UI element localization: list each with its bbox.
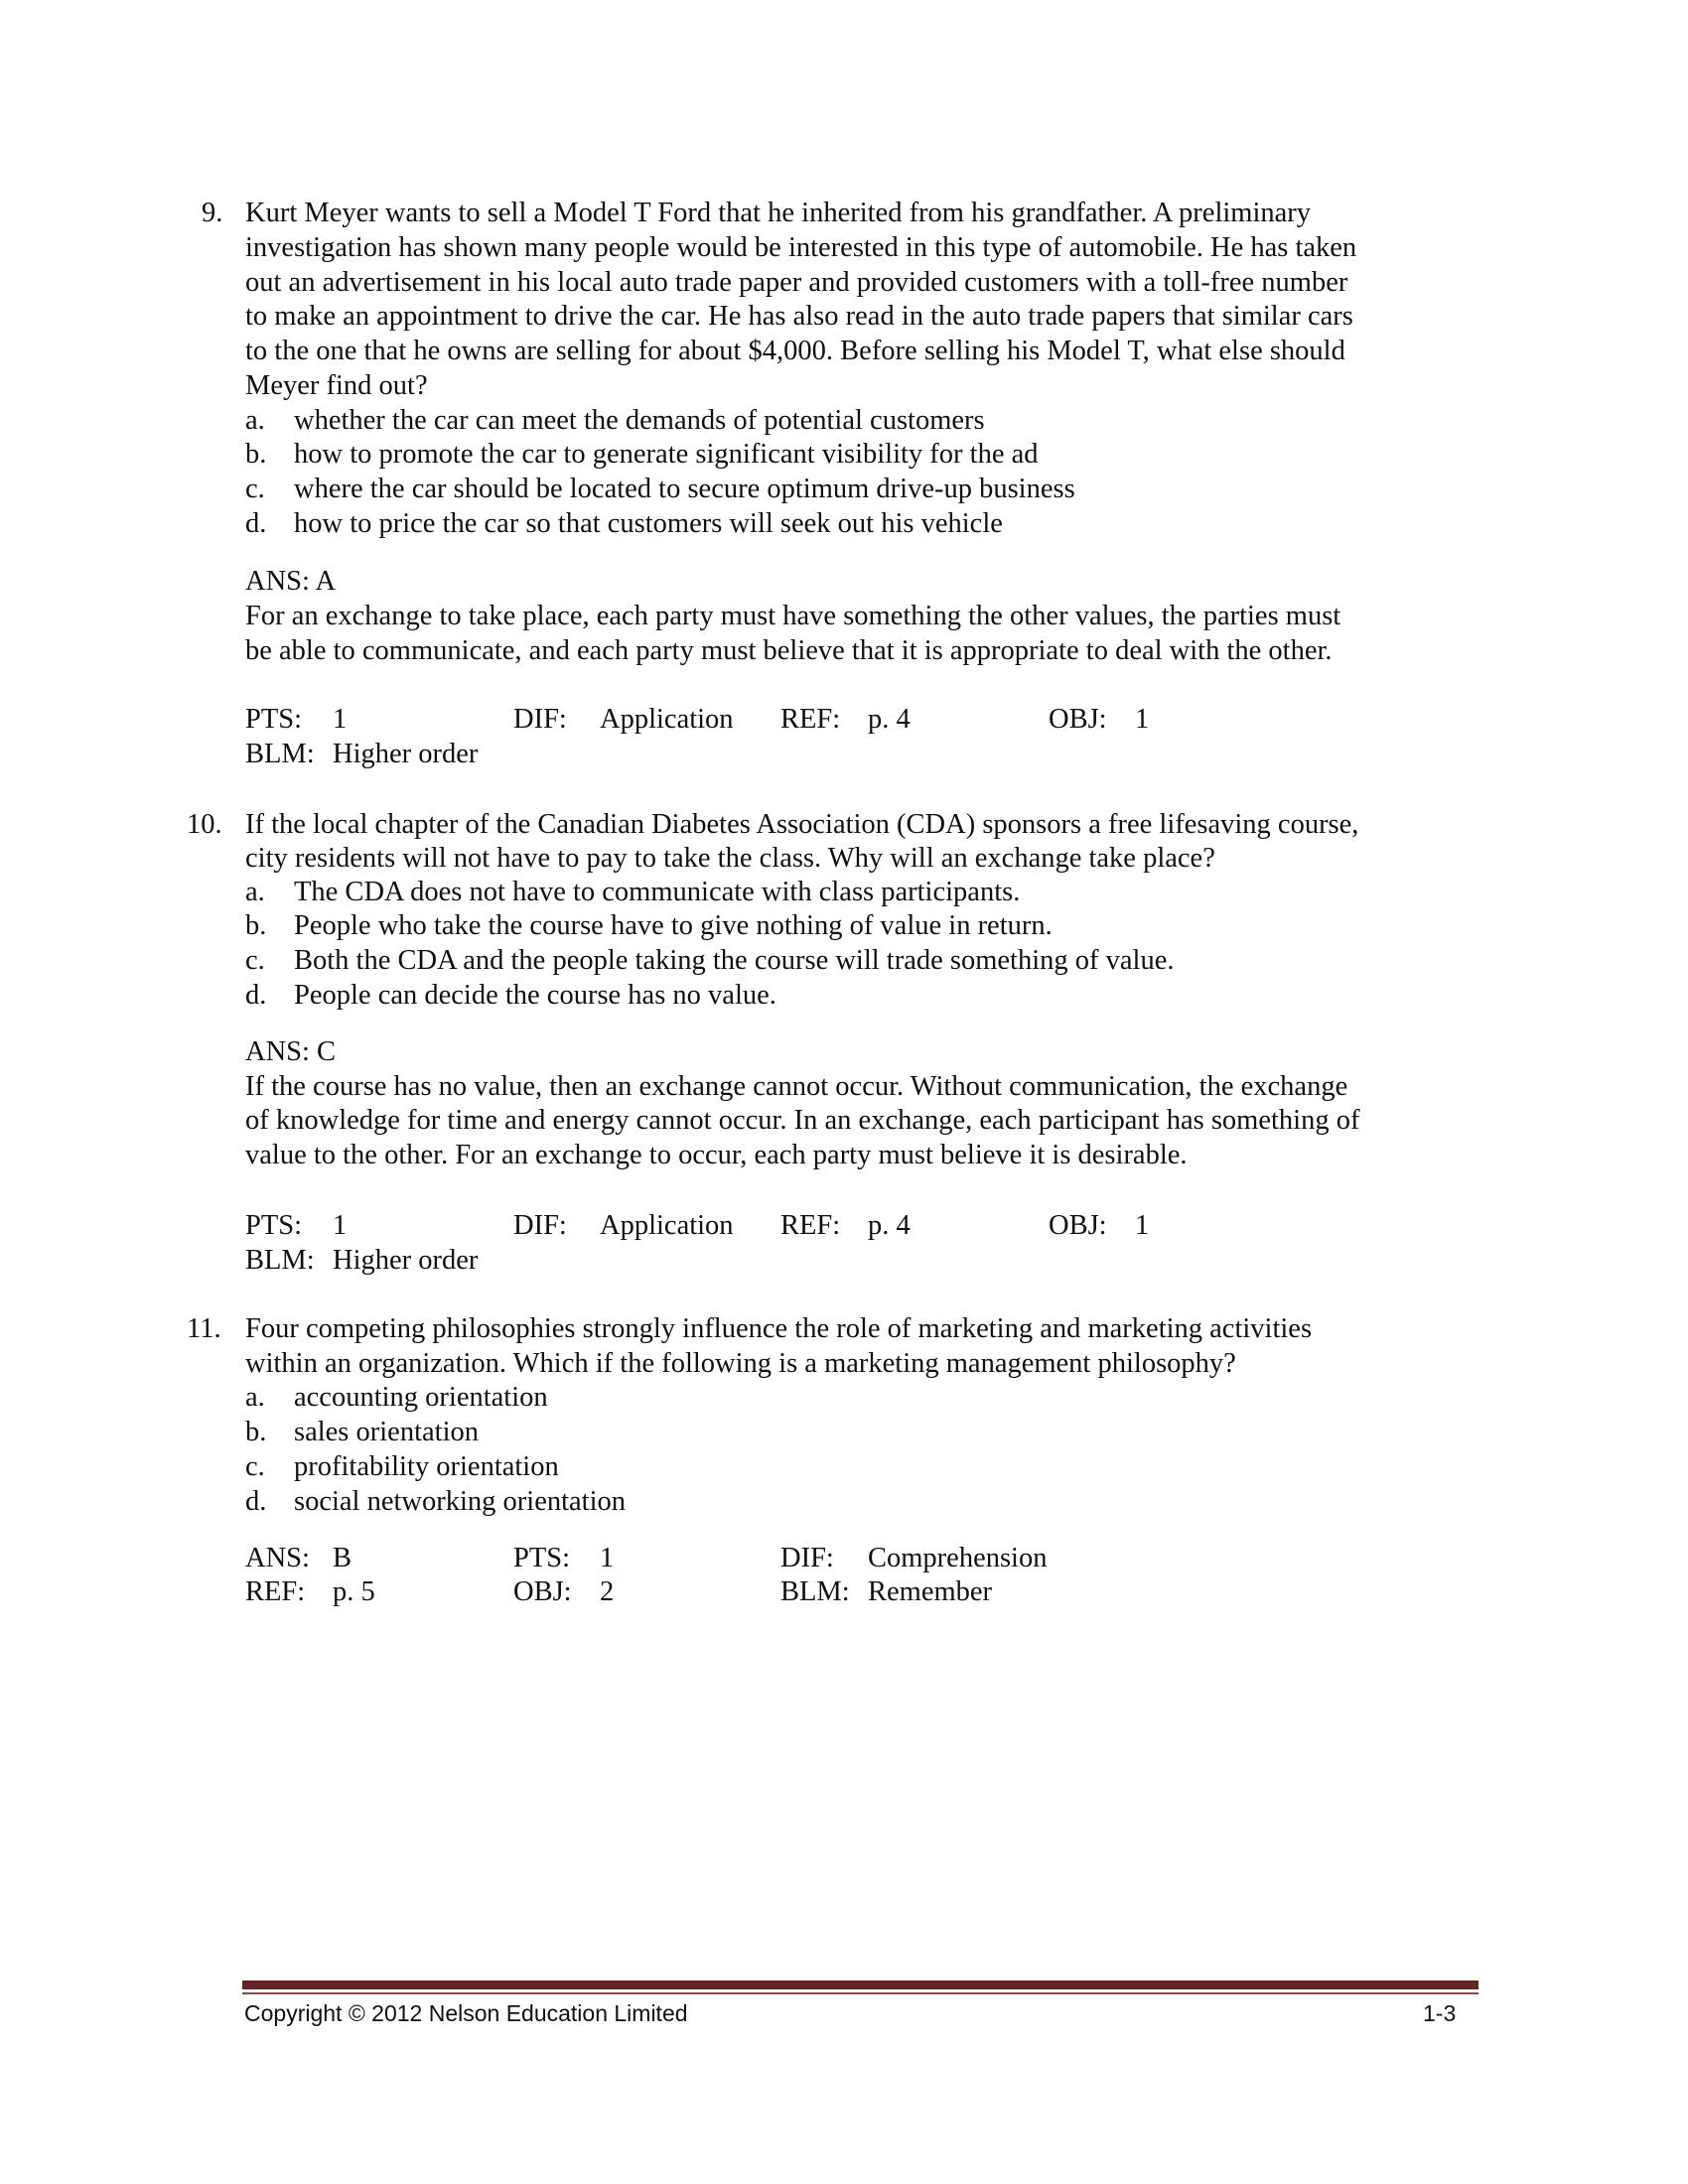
option-text: where the car should be located to secure optimum drive-up business xyxy=(294,474,1075,504)
question-stem-line: city residents will not have to pay to take the class. Why will an exchange take place? xyxy=(245,843,1215,874)
meta-value: B xyxy=(333,1543,352,1573)
answer-key: ANS: A xyxy=(245,566,337,597)
option-letter: c. xyxy=(245,945,265,976)
meta-label: OBJ: xyxy=(513,1576,572,1607)
option-letter: a. xyxy=(245,405,265,436)
option-letter: d. xyxy=(245,1486,267,1517)
meta-value: Remember xyxy=(868,1576,993,1607)
option-letter: c. xyxy=(245,474,265,504)
meta-label: OBJ: xyxy=(1049,1210,1107,1241)
meta-label: PTS: xyxy=(513,1543,571,1573)
meta-label: BLM: xyxy=(245,1245,315,1276)
footer-copyright: Copyright © 2012 Nelson Education Limited xyxy=(244,2000,688,2026)
meta-value: 1 xyxy=(333,704,348,735)
question-number: 11. xyxy=(187,1313,221,1344)
answer-explanation-line: be able to communicate, and each party must believe that it is appropriate to deal with the other. xyxy=(245,635,1333,666)
option-text: how to price the car so that customers will seek out his vehicle xyxy=(294,508,1003,539)
option-letter: b. xyxy=(245,1417,267,1447)
meta-value: Application xyxy=(600,704,734,735)
option-text: social networking orientation xyxy=(294,1486,626,1517)
option-text: sales orientation xyxy=(294,1417,479,1447)
meta-value: 1 xyxy=(600,1543,615,1573)
meta-value: 1 xyxy=(333,1210,348,1241)
meta-value: 2 xyxy=(600,1576,615,1607)
meta-label: PTS: xyxy=(245,1210,303,1241)
option-letter: b. xyxy=(245,910,267,941)
question-stem-line: Meyer find out? xyxy=(245,370,428,401)
footer-rule xyxy=(242,1980,1478,1989)
meta-value: Comprehension xyxy=(868,1543,1048,1573)
meta-value: Application xyxy=(600,1210,734,1241)
question-stem-line: Kurt Meyer wants to sell a Model T Ford that he inherited from his grandfather. A preliminary xyxy=(245,198,1312,228)
option-text: The CDA does not have to communicate with class participants. xyxy=(294,877,1021,907)
option-letter: a. xyxy=(245,1382,265,1413)
meta-label: ANS: xyxy=(245,1543,310,1573)
question-number: 9. xyxy=(202,198,223,228)
option-text: whether the car can meet the demands of potential customers xyxy=(294,405,985,436)
meta-value: 1 xyxy=(1135,704,1150,735)
answer-explanation-line: value to the other. For an exchange to occur, each party must believe it is desirable. xyxy=(245,1140,1188,1170)
option-text: accounting orientation xyxy=(294,1382,548,1413)
question-stem-line: Four competing philosophies strongly influence the role of marketing and marketing activities xyxy=(245,1313,1313,1344)
meta-value: p. 4 xyxy=(868,704,911,735)
meta-value: p. 4 xyxy=(868,1210,911,1241)
meta-label: REF: xyxy=(780,1210,841,1241)
meta-label: DIF: xyxy=(513,704,567,735)
option-text: profitability orientation xyxy=(294,1451,559,1482)
option-letter: d. xyxy=(245,980,267,1011)
meta-label: DIF: xyxy=(513,1210,567,1241)
option-letter: b. xyxy=(245,439,267,470)
meta-label: PTS: xyxy=(245,704,303,735)
question-stem-line: to the one that he owns are selling for about $4,000. Before selling his Model T, what else should xyxy=(245,336,1345,366)
footer-rule-thin xyxy=(242,1992,1478,1994)
question-stem-line: within an organization. Which if the following is a marketing management philosophy? xyxy=(245,1348,1236,1379)
answer-key: ANS: C xyxy=(245,1036,337,1067)
question-stem-line: out an advertisement in his local auto trade paper and provided customers with a toll-free number xyxy=(245,267,1348,298)
answer-explanation-line: For an exchange to take place, each party must have something the other values, the parties must xyxy=(245,601,1341,631)
meta-label: BLM: xyxy=(245,739,315,769)
option-text: how to promote the car to generate significant visibility for the ad xyxy=(294,439,1039,470)
option-letter: c. xyxy=(245,1451,265,1482)
question-stem-line: investigation has shown many people would be interested in this type of automobile. He has taken xyxy=(245,232,1357,263)
option-text: People who take the course have to give nothing of value in return. xyxy=(294,910,1053,941)
meta-label: BLM: xyxy=(780,1576,850,1607)
meta-label: OBJ: xyxy=(1049,704,1107,735)
meta-label: DIF: xyxy=(780,1543,834,1573)
answer-explanation-line: of knowledge for time and energy cannot occur. In an exchange, each participant has something of xyxy=(245,1105,1360,1136)
meta-label: REF: xyxy=(780,704,841,735)
question-stem-line: If the local chapter of the Canadian Diabetes Association (CDA) sponsors a free lifesaving course, xyxy=(245,809,1359,840)
option-text: Both the CDA and the people taking the course will trade something of value. xyxy=(294,945,1175,976)
meta-value: 1 xyxy=(1135,1210,1150,1241)
meta-label: REF: xyxy=(245,1576,306,1607)
meta-value: Higher order xyxy=(333,1245,479,1276)
meta-value: p. 5 xyxy=(333,1576,375,1607)
footer-page-number: 1-3 xyxy=(1423,2000,1457,2026)
option-letter: a. xyxy=(245,877,265,907)
answer-explanation-line: If the course has no value, then an exchange cannot occur. Without communication, the exchange xyxy=(245,1071,1348,1102)
question-number: 10. xyxy=(187,809,222,840)
meta-value: Higher order xyxy=(333,739,479,769)
option-text: People can decide the course has no value. xyxy=(294,980,776,1011)
question-stem-line: to make an appointment to drive the car. He has also read in the auto trade papers that similar cars xyxy=(245,301,1353,332)
option-letter: d. xyxy=(245,508,267,539)
